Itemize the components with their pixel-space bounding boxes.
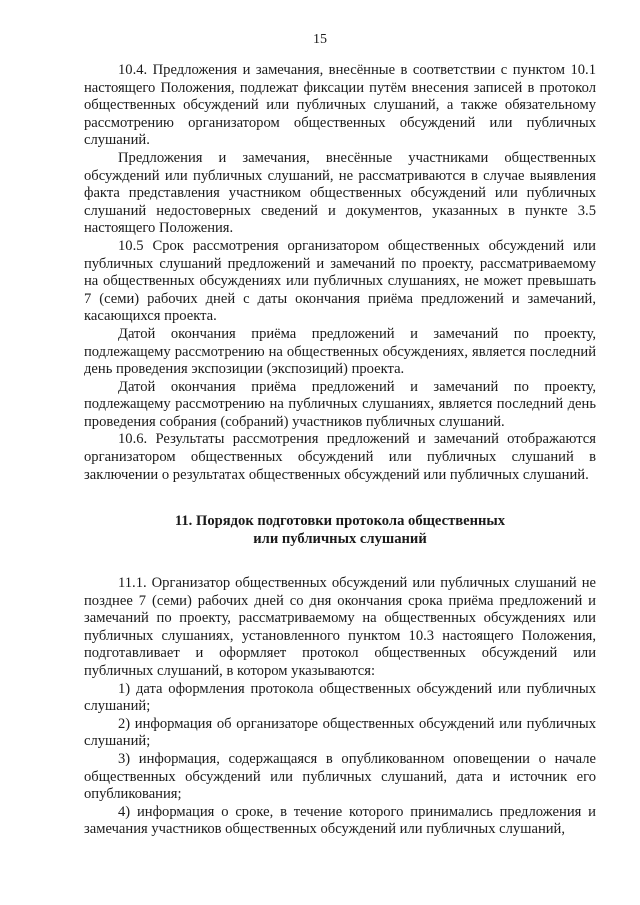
list-item-2: 2) информация об организаторе общественных обсуждений или публичных слушаний; xyxy=(84,715,596,750)
paragraph-end-date-discussions: Датой окончания приёма предложений и замечаний по проекту, подлежащему рассмотрению на общественных обсуждениях, является последний день проведения экспозиции (экспозиций) проекта. xyxy=(84,325,596,378)
heading-line-1: 11. Порядок подготовки протокола общественных xyxy=(174,513,506,529)
section-11-text xyxy=(84,575,596,839)
paragraph-10-4: 10.4. Предложения и замечания, внесённые в соответствии с пунктом 10.1 настоящего Положения, подлежат фиксации путём внесения записей в протокол общественных обсуждений или публичных слушаний, а также обязательному рассмотрению организатором общественных обсуждений или публичных слушаний. xyxy=(84,62,596,149)
section-11-heading xyxy=(84,513,596,548)
list-item-1: 1) дата оформления протокола общественных обсуждений или публичных слушаний; xyxy=(84,680,596,715)
paragraph-end-date-hearings: Датой окончания приёма предложений и замечаний по проекту, подлежащему рассмотрению на публичных слушаниях, является последний день проведения собрания (собраний) участников публичных слушаний. xyxy=(84,378,596,430)
paragraph-rejection-conditions: Предложения и замечания, внесённые участниками общественных обсуждений или публичных слушаний, не рассматриваются в случае выявления факта представления участником общественных обсуждений или публичных слушаний недостоверных сведений и документов, указанных в пункте 3.5 настоящего Положения. xyxy=(84,149,596,237)
list-item-4: 4) информация о сроке, в течение которого принимались предложения и замечания участников общественных обсуждений или публичных слушаний, xyxy=(84,803,596,838)
heading-line-2: или публичных слушаний xyxy=(253,530,427,547)
paragraph-10-5: 10.5 Срок рассмотрения организатором общественных обсуждений или публичных слушаний предложений и замечаний по проекту, рассматриваемому на общественных обсуждениях или публичных слушаниях, не может превышать 7 (семи) рабочих дней с даты окончания приёма предложений и замечаний, касающихся проекта. xyxy=(84,237,596,325)
section-10-text xyxy=(84,62,596,484)
paragraph-11-1: 11.1. Организатор общественных обсуждений или публичных слушаний не позднее 7 (семи) рабочих дней со дня окончания срока приёма предложений и замечаний по проекту, рассматриваемому на общественных обсуждениях или публичных слушаниях, установленного пунктом 10.3 настоящего Положения, подготавливает и оформляет протокол общественных обсуждений или публичных слушаний, в котором указываются: xyxy=(84,575,596,679)
page-number: 15 xyxy=(313,32,327,47)
paragraph-10-6: 10.6. Результаты рассмотрения предложений и замечаний отображаются организатором общественных обсуждений или публичных слушаний в заключении о результатах общественных обсуждений или публичных слушаний. xyxy=(84,431,596,483)
list-item-3: 3) информация, содержащаяся в опубликованном оповещении о начале общественных обсуждений или публичных слушаний, дата и источник его опубликования; xyxy=(84,750,596,803)
